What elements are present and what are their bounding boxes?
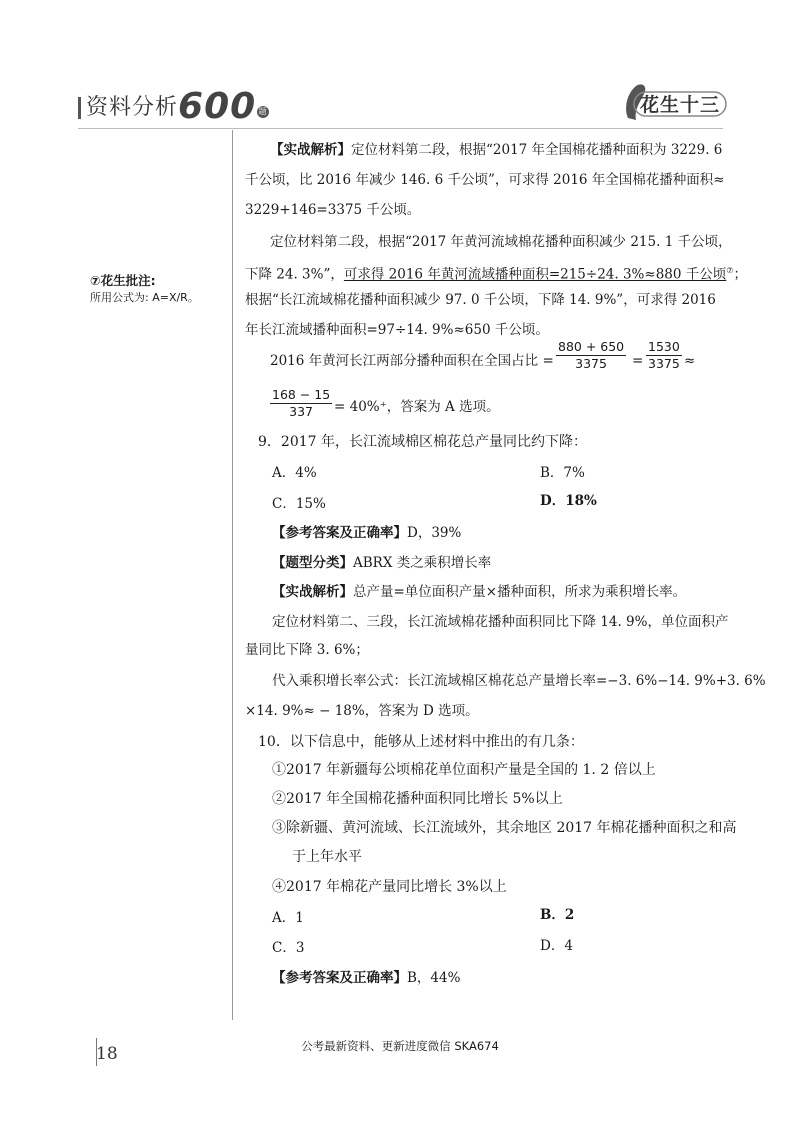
q8-para2-line2 [245, 261, 747, 285]
q10-answer-label: 【参考答案及正确率】 [272, 970, 407, 986]
q8-conclusion: = 40%⁺，答案为 A 选项。 [334, 399, 500, 415]
q9-analysis-text: 总产量=单位面积产量×播种面积，所求为乘积增长率。 [353, 584, 687, 600]
q10-statement-2: ②2017 年全国棉花播种面积同比增长 5%以上 [272, 791, 563, 807]
fraction-numerator: 168 − 15 [272, 387, 331, 402]
q9-analysis-line2: 量同比下降 3. 6%； [245, 642, 369, 658]
fraction-numerator: 1530 [648, 339, 680, 354]
q8-para2-quote: 下降 24. 3%”， [245, 266, 344, 283]
q8-analysis-text: 定位材料第二段，根据“2017 年全国棉花播种面积为 3229. 6 [351, 142, 723, 158]
q10-option-c: C．3 [272, 940, 305, 956]
q8-para2-semicolon: ； [733, 266, 747, 283]
page-number: 18 [96, 1044, 118, 1064]
q10-answer [272, 968, 460, 988]
fraction-denominator: 3375 [556, 355, 626, 372]
q8-fraction-2 [646, 339, 682, 372]
q10-answer-value: B，44% [407, 970, 461, 986]
q8-equals: = [632, 353, 644, 369]
brand-name: 花生十三 [640, 94, 721, 116]
q8-analysis-line1 [270, 140, 722, 160]
q10-stem: 10．以下信息中，能够从上述材料中推出的有几条： [258, 734, 584, 750]
q9-answer [272, 523, 461, 543]
q9-option-b: B．7% [540, 465, 585, 481]
q9-stem: 9．2017 年，长江流域棉区棉花总产量同比约下降： [258, 434, 587, 450]
q9-analysis-line4: ×14. 9%≈ − 18%，答案为 D 选项。 [245, 703, 479, 719]
q8-fraction-3 [270, 387, 332, 420]
margin-note-body: 所用公式为: A=X/R。 [90, 291, 199, 304]
q10-option-b: B．2 [540, 907, 575, 923]
q8-approx: ≈ [684, 353, 696, 369]
q10-statement-3b: 于上年水平 [292, 849, 362, 865]
q8-fraction-1 [556, 339, 626, 372]
q8-analysis-label: 【实战解析】 [270, 142, 351, 158]
q8-ratio-text: 2016 年黄河长江两部分播种面积在全国占比 = [270, 353, 554, 369]
q10-option-d: D．4 [540, 938, 573, 954]
q8-para2-line4: 年长江流域播种面积=97÷14. 9%≈650 千公顷。 [245, 322, 549, 338]
q9-option-d: D．18% [540, 493, 597, 509]
q9-analysis-line3: 代入乘积增长率公式：长江流域棉区棉花总产量增长率=−3. 6%−14. 9%+3. 6% [272, 673, 766, 689]
q8-footnote-mark: ⑦ [726, 266, 734, 275]
q8-analysis-line3: 3229+146=3375 千公顷。 [245, 202, 421, 218]
q9-option-a: A．4% [272, 465, 317, 481]
q10-statement-4: ④2017 年棉花产量同比增长 3%以上 [272, 879, 507, 895]
book-title-number: 600 [178, 86, 257, 127]
book-title-text: 资料分析 [86, 95, 179, 120]
footer-text: 公考最新资料、更新进度微信 SKA674 [301, 1039, 499, 1053]
q9-answer-value: D，39% [407, 525, 462, 541]
margin-note-title: ⑦花生批注: [90, 273, 156, 288]
q10-statement-3a: ③除新疆、黄河流域、长江流域外，其余地区 2017 年棉花播种面积之和高 [272, 820, 737, 836]
fraction-numerator: 880 + 650 [558, 339, 625, 354]
fraction-denominator: 337 [270, 403, 332, 420]
q9-option-c: C．15% [272, 496, 326, 512]
q8-para2-underlined: 可求得 2016 年黄河流域播种面积=215÷24. 3%≈880 千公顷 [343, 266, 727, 283]
q9-analysis-line1: 定位材料第二、三段，长江流域棉花播种面积同比下降 14. 9%，单位面积产 [272, 614, 729, 630]
q10-statement-1: ①2017 年新疆每公顷棉花单位面积产量是全国的 1. 2 倍以上 [272, 762, 656, 778]
header-divider [78, 128, 723, 129]
fraction-denominator: 3375 [648, 356, 680, 371]
book-title-sub: 题 [258, 107, 268, 116]
q9-analysis-label: 【实战解析】 [272, 584, 353, 600]
q8-para2-line1: 定位材料第二段，根据“2017 年黄河流域棉花播种面积减少 215. 1 千公顷， [270, 234, 732, 250]
q8-para2-line3: 根据“长江流域棉花播种面积减少 97. 0 千公顷，下降 14. 9%”，可求得 2016 [245, 292, 716, 308]
q9-analysis [272, 582, 686, 602]
q9-type-value: ABRX 类之乘积增长率 [353, 555, 492, 571]
q9-type-label: 【题型分类】 [272, 555, 353, 571]
q10-option-a: A．1 [272, 910, 304, 926]
q8-analysis-line2: 千公顷，比 2016 年减少 146. 6 千公顷”，可求得 2016 年全国棉花播种面积≈ [245, 172, 725, 188]
q9-answer-label: 【参考答案及正确率】 [272, 525, 407, 541]
q9-type [272, 553, 491, 573]
header-bar [78, 97, 81, 119]
margin-divider [232, 130, 233, 1020]
book-title [86, 86, 269, 127]
